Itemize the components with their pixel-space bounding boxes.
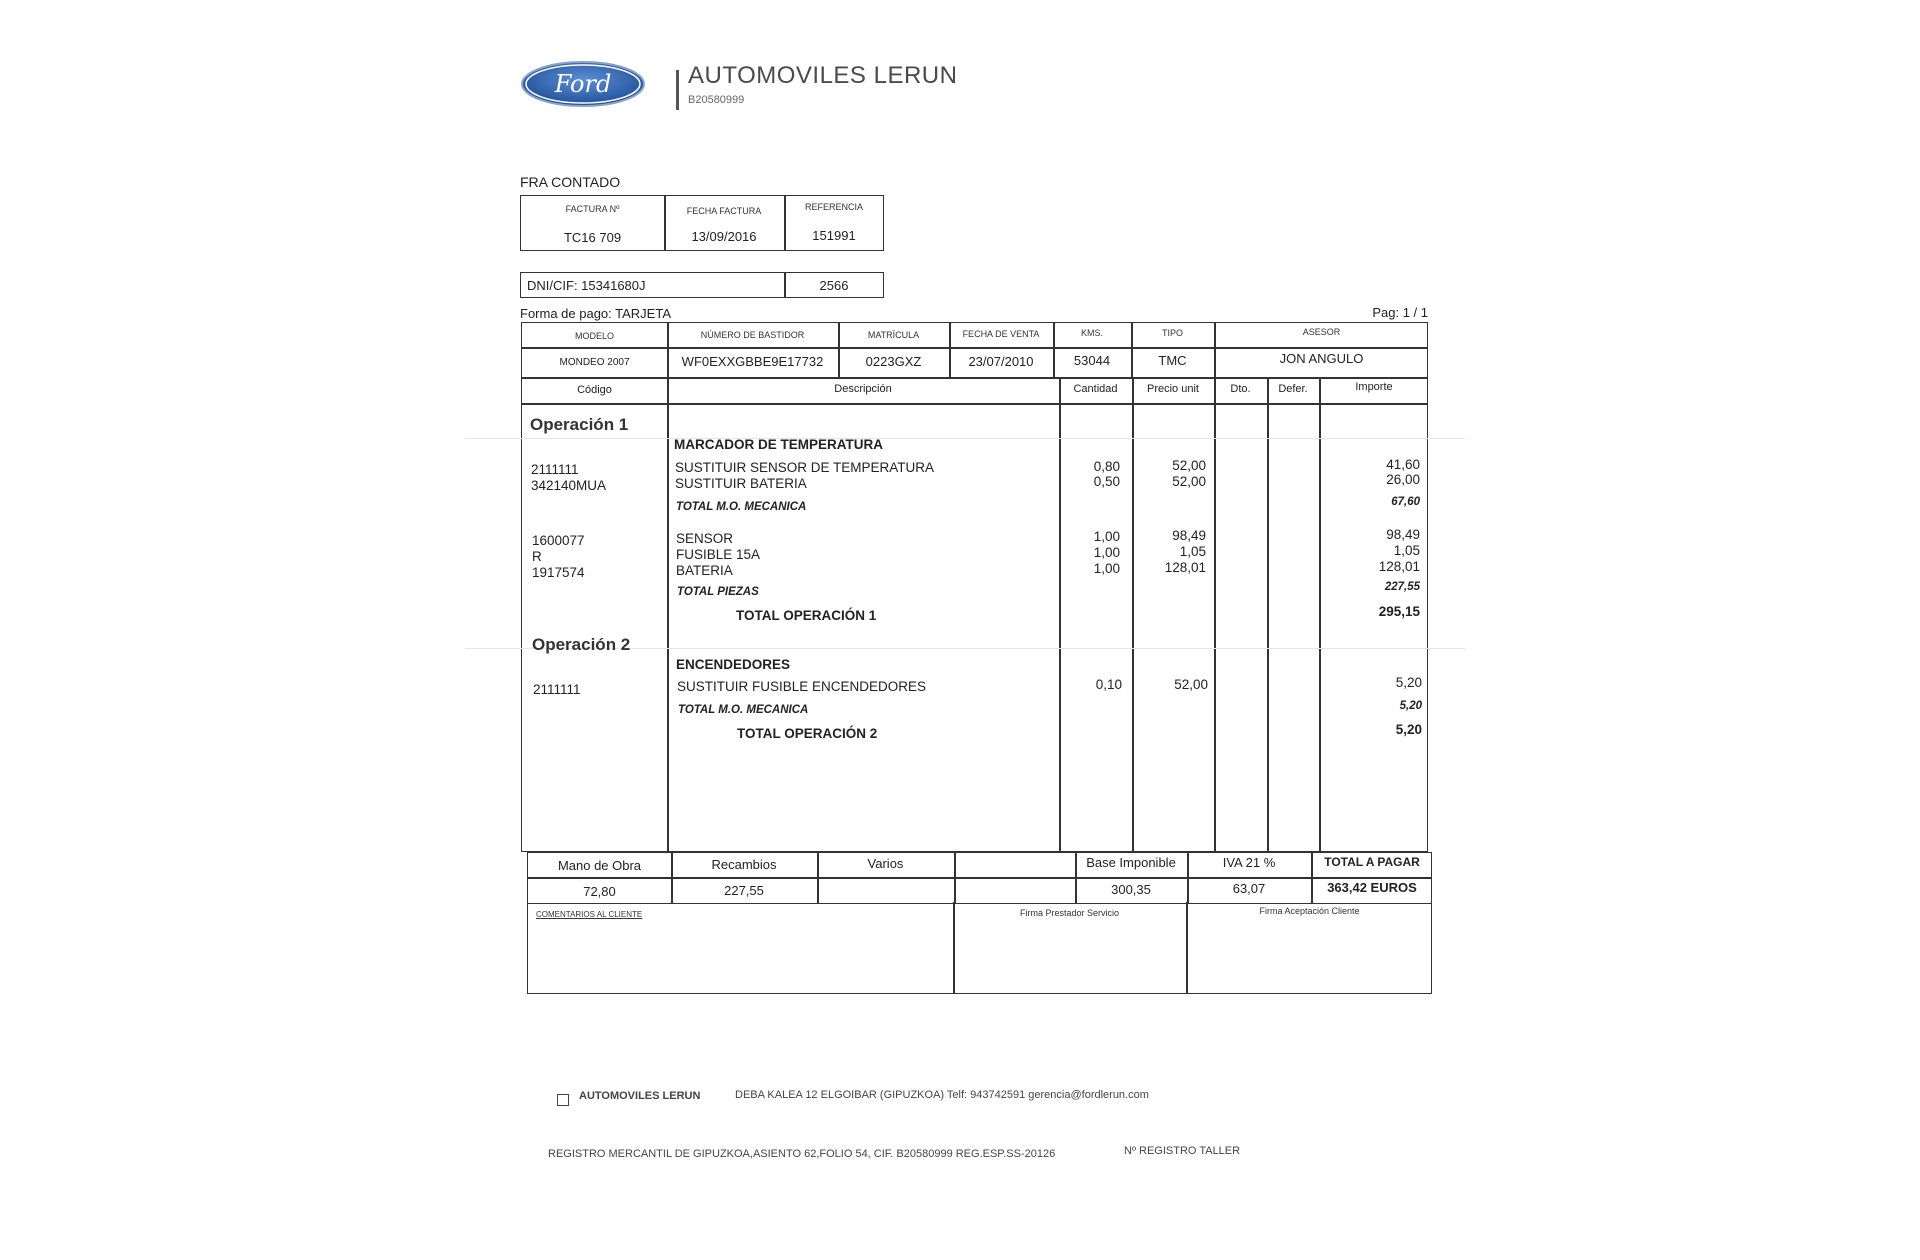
subtotal-piezas-value: 227,55 [1384,581,1420,593]
operation-2-title: Operación 2 [532,635,631,654]
recambios-label: Recambios [711,857,777,872]
vehicle-bastidor: WF0EXXGBBE9E17732 [681,354,824,369]
item-price: 1,05 [1179,544,1206,559]
item-code: 1600077 [532,533,585,548]
hdr-precio: Precio unit [1147,383,1199,395]
total-pagar-value: 363,42 EUROS [1327,880,1417,895]
item-desc: SUSTITUIR BATERIA [675,476,807,491]
item-code: 2111111 [531,462,579,477]
item-code: 342140MUA [531,478,607,493]
operation-2-section: ENCENDEDORES [676,657,791,672]
vehicle-fecha-venta: 23/07/2010 [968,354,1034,369]
item-amount: 1,05 [1393,543,1420,558]
factura-value: TC16 709 [563,230,622,245]
col-modelo: MODELO [574,331,614,341]
signature-box [527,902,1432,994]
item-desc: FUSIBLE 15A [676,547,761,562]
total-pagar-label: TOTAL A PAGAR [1324,855,1420,869]
recambios-value: 227,55 [724,883,764,898]
col-asesor: ASESOR [1302,327,1341,337]
fecha-factura-value: 13/09/2016 [691,229,757,244]
hdr-dto: Dto. [1230,383,1251,395]
brand-divider [676,70,679,110]
item-desc: BATERIA [676,563,733,578]
col-tipo: TIPO [1161,328,1183,338]
totals-box [527,852,1432,904]
referencia-value: 151991 [812,228,856,243]
item-amount: 41,60 [1386,457,1420,472]
item-amount: 98,49 [1386,527,1420,542]
varios-label: Varios [867,856,904,871]
total-operacion-1-value: 295,15 [1378,604,1420,619]
col-bastidor: NÚMERO DE BASTIDOR [700,330,805,340]
dni-code: 2566 [819,278,849,293]
subtotal-mo-label-2: TOTAL M.O. MECANICA [678,704,809,716]
item-desc: SUSTITUIR FUSIBLE ENCENDEDORES [677,679,927,694]
item-qty: 0,50 [1093,474,1120,489]
vehicle-modelo: MONDEO 2007 [559,357,630,368]
forma-de-pago: Forma de pago: TARJETA [520,306,672,321]
company-name: AUTOMOVILES LERUN [688,62,958,89]
item-code: 1917574 [532,565,585,580]
operation-1-title: Operación 1 [530,415,629,434]
item-desc: SENSOR [676,531,734,546]
item-qty: 1,00 [1093,529,1120,544]
ford-logo [520,60,646,108]
item-price: 52,00 [1172,458,1206,473]
fecha-factura-label: FECHA FACTURA [686,206,762,216]
hdr-defer: Defer. [1278,383,1308,395]
hdr-descripcion: Descripción [834,383,892,395]
operation-1-section: MARCADOR DE TEMPERATURA [674,437,883,452]
page-number: Pag: 1 / 1 [1372,305,1428,320]
comentarios-cliente: COMENTARIOS AL CLIENTE [536,910,643,919]
subtotal-mo-label: TOTAL M.O. MECANICA [676,501,807,513]
footer-registro-taller: Nº REGISTRO TALLER [1124,1145,1241,1157]
footer-registry: REGISTRO MERCANTIL DE GIPUZKOA,ASIENTO 62,FOLIO 54, CIF. B20580999 REG.ESP.SS-20126 [548,1148,1056,1160]
item-amount: 26,00 [1386,472,1420,487]
subtotal-piezas-label: TOTAL PIEZAS [677,586,759,598]
vehicle-kms: 53044 [1073,353,1111,368]
company-cif: B20580999 [688,94,745,106]
subtotal-mo-value: 67,60 [1391,496,1420,508]
col-kms: KMS. [1080,328,1103,338]
item-price: 128,01 [1164,560,1206,575]
total-operacion-1-label: TOTAL OPERACIÓN 1 [736,608,877,623]
item-price: 52,00 [1172,474,1206,489]
svg-text:Ford: Ford [554,70,612,98]
col-fecha-venta: FECHA DE VENTA [962,329,1040,339]
item-qty: 0,10 [1095,677,1122,692]
dni-label: DNI/CIF: 15341680J [527,278,646,293]
item-qty: 1,00 [1093,545,1120,560]
item-qty: 0,80 [1093,459,1120,474]
mano-obra-label: Mano de Obra [557,858,642,873]
hdr-importe: Importe [1355,381,1393,393]
vehicle-asesor: JON ANGULO [1279,351,1364,366]
item-amount: 128,01 [1378,559,1420,574]
hdr-codigo: Código [577,384,612,396]
mano-obra-value: 72,80 [583,884,616,899]
item-code: 2111111 [533,682,581,697]
firma-prestador: Firma Prestador Servicio [1019,908,1120,918]
item-amount: 5,20 [1395,675,1422,690]
col-matricula: MATRÍCULA [867,330,920,340]
item-price: 98,49 [1172,528,1206,543]
base-imponible-label: Base Imponible [1086,855,1176,870]
total-operacion-2-label: TOTAL OPERACIÓN 2 [737,726,878,741]
firma-cliente: Firma Aceptación Cliente [1259,906,1360,916]
footer-company: AUTOMOVILES LERUN [579,1090,701,1102]
footer-address: DEBA KALEA 12 ELGOIBAR (GIPUZKOA) Telf: 943742591 gerencia@fordlerun.com [735,1089,1149,1101]
items-table [521,322,1428,852]
subtotal-mo-value-2: 5,20 [1399,700,1422,712]
vehicle-matricula: 0223GXZ [865,354,922,369]
item-code: R [532,549,542,564]
factura-label: FACTURA Nº [565,204,620,214]
document-type: FRA CONTADO [520,174,621,190]
base-imponible-value: 300,35 [1111,882,1151,897]
item-desc: SUSTITUIR SENSOR DE TEMPERATURA [675,460,935,475]
total-operacion-2-value: 5,20 [1395,722,1422,737]
invoice-info-box [520,195,884,251]
dni-box [520,272,884,298]
iva-label: IVA 21 % [1222,855,1276,870]
vehicle-tipo: TMC [1158,353,1187,368]
hdr-cantidad: Cantidad [1073,383,1118,395]
item-qty: 1,00 [1093,561,1120,576]
referencia-label: REFERENCIA [804,202,863,212]
item-price: 52,00 [1174,677,1208,692]
iva-value: 63,07 [1232,881,1266,896]
checkbox-icon [557,1094,569,1106]
